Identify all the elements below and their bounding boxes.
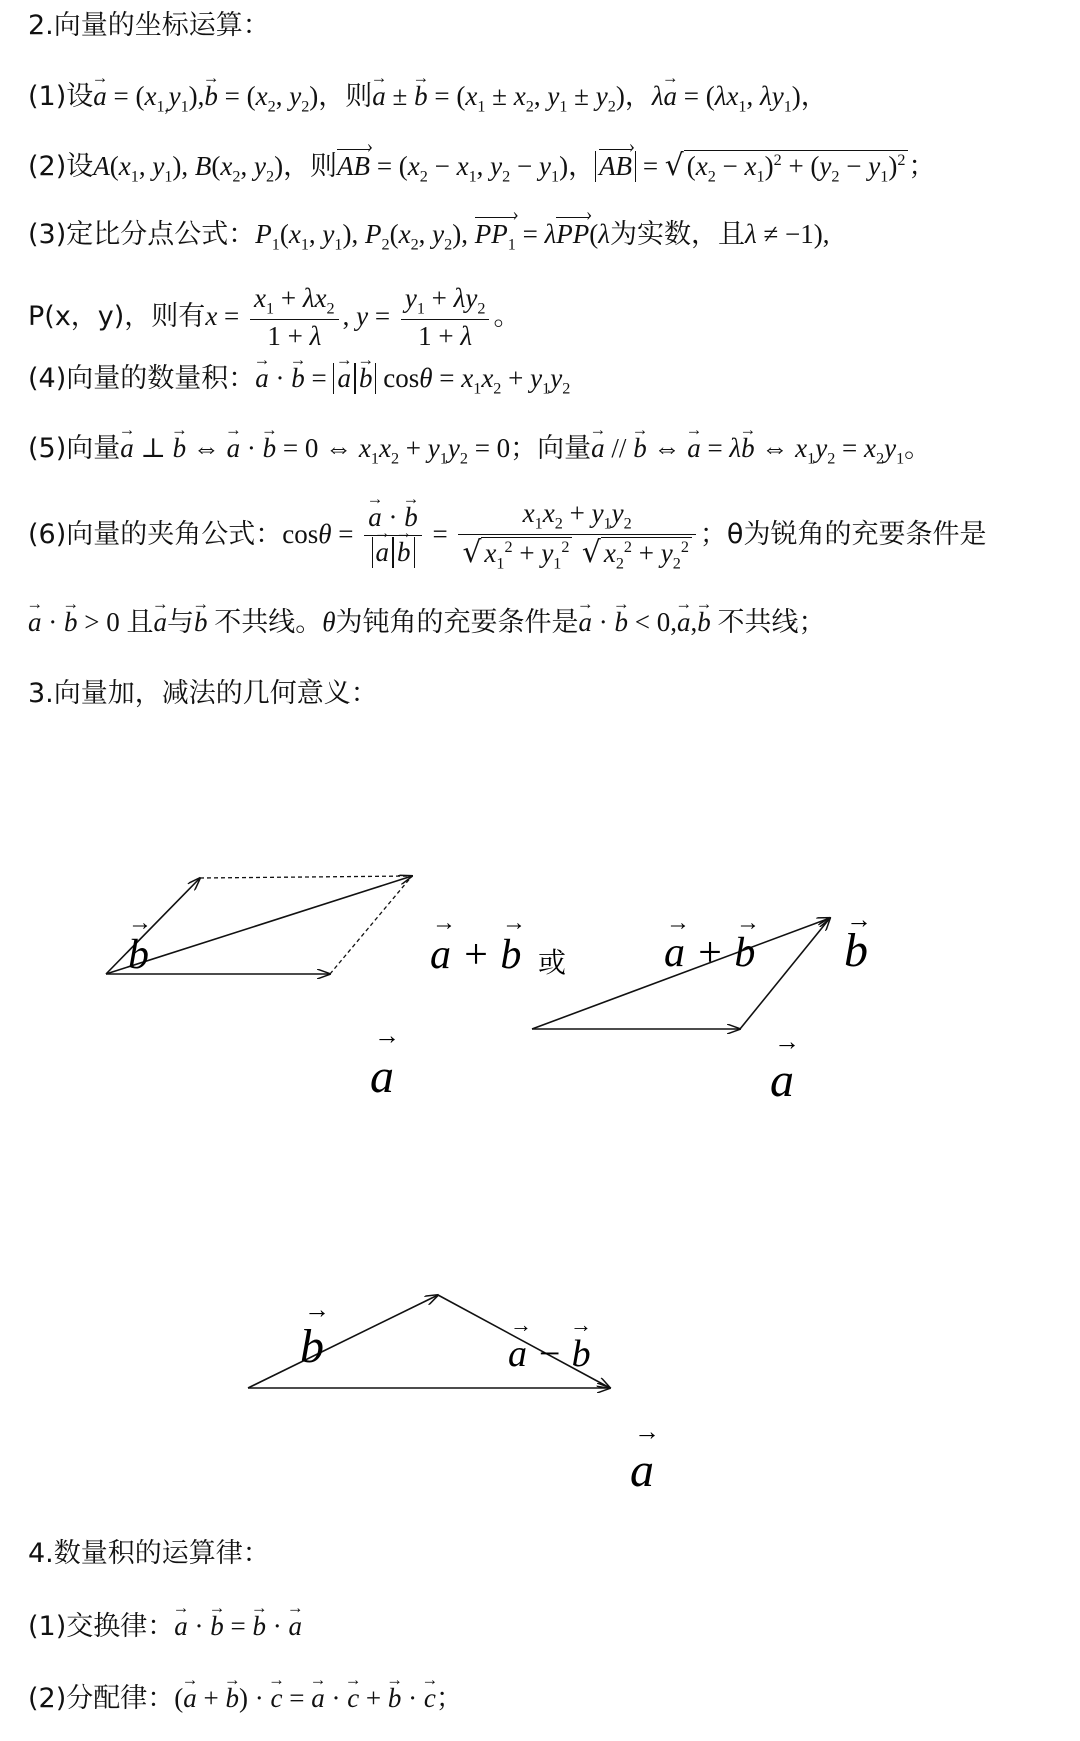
vector-b-arrow — [248, 1295, 438, 1388]
svg-text:→: → — [774, 1027, 800, 1056]
formula-dot-product: (4)向量的数量积：→ a · → b = → a→ b $\cos\theta = x_1x_2 + y_1y_2$ — [28, 362, 570, 399]
section-4-heading: 4.数量积的运算律： — [28, 1538, 270, 1569]
dashed-side-top — [200, 876, 412, 878]
triangle-addition-figure — [532, 905, 872, 1107]
svg-text:→: → — [736, 910, 760, 936]
label-a-minus-b: a − b — [508, 1333, 591, 1375]
svg-text:→: → — [304, 1295, 330, 1324]
svg-text:→: → — [666, 910, 690, 936]
svg-text:→: → — [634, 1417, 660, 1446]
section-3-heading: 3.向量加，减法的几何意义： — [28, 678, 378, 709]
parallelogram-figure — [106, 876, 566, 1103]
label-a: a — [770, 1054, 794, 1107]
formula-coordinate-ops: (1)设→ $a = (x_{1,}y_1),\to b = (x_2$, $y_2$)，则→ a ± → $b = (x_1 \pm x_2$, $y_1 \pm y_2$)，$\lambda\to a = (\lambda x_1$, $\lambda y_1$)， — [28, 80, 828, 117]
triangle-subtraction-figure — [248, 1295, 660, 1497]
svg-text:→: → — [374, 1021, 400, 1050]
label-a-plus-b: a + b — [664, 930, 756, 976]
section-2-heading: 2.向量的坐标运算： — [28, 10, 270, 41]
svg-text:→: → — [432, 910, 456, 936]
label-b: b — [128, 932, 149, 978]
formula-perpendicular-parallel: (5)向量→ a ⊥ → b ⇔ → a · → b = 0 ⇔ $x_1x_2 + y_1y_2 = 0$；向量→ a // → b ⇔ → a = λ→ b ⇔ $x_1y_2 = x_2y_1$。 — [28, 432, 931, 469]
formula-angle-conditions: → a · → b > 0 且→ a与→ b 不共线。θ为钝角的充要条件是→ a · → b < 0,→ a,→ b 不共线； — [28, 606, 825, 639]
label-or: 或 — [538, 946, 567, 979]
svg-text:→: → — [570, 1312, 592, 1337]
label-b: b — [844, 924, 868, 977]
svg-text:→: → — [846, 905, 872, 934]
formula-angle: (6)向量的夹角公式：cosθ = → a · → b → a→ b = $\frac{x_1x_2 + y_1y_2}{√ x_1^2 + y_1^2 √ x_2^2 + y_2^2}$ ；θ为锐角的充要条件是 — [28, 497, 986, 574]
svg-text:→: → — [502, 910, 526, 936]
label-a: a — [630, 1444, 654, 1497]
formula-commutative: (1)交换律：→ a · → b = → b · → a — [28, 1610, 302, 1643]
dashed-side-right — [330, 876, 412, 974]
label-b: b — [300, 1320, 324, 1373]
formula-section-point: (3)定比分点公式：$P_1(x_1$, $y_1$), $P_2(x_2$, $y_2$), $PP_1$ › = λPP ›(λ为实数，且λ ≠ −1), — [28, 218, 829, 255]
svg-text:→: → — [510, 1312, 532, 1337]
svg-text:→: → — [128, 910, 152, 936]
formula-distributive: (2)分配律：(→ a + → b) · → c = → a · → c + → b · → c； — [28, 1682, 463, 1715]
label-a: a — [370, 1050, 394, 1103]
formula-vector-length: (2)设$A(x_1$, $y_1$), $B(x_2$, $y_2$)，则AB › = ($x_2 - x_1$, $y_2 - y_1$)， AB › = √ $(x_2 - x_1)^2 + (y_2 - y_1)^2$ ； — [28, 148, 935, 187]
formula-section-point-result: P(x，y)，则有x = $\frac{x_1 + \lambda x_2}{1 + \lambda}$ , y = $\frac{y_1 + \lambda y_2}{1 + \lambda}$ 。 — [28, 283, 521, 351]
label-a-plus-b: a + b — [430, 932, 522, 978]
